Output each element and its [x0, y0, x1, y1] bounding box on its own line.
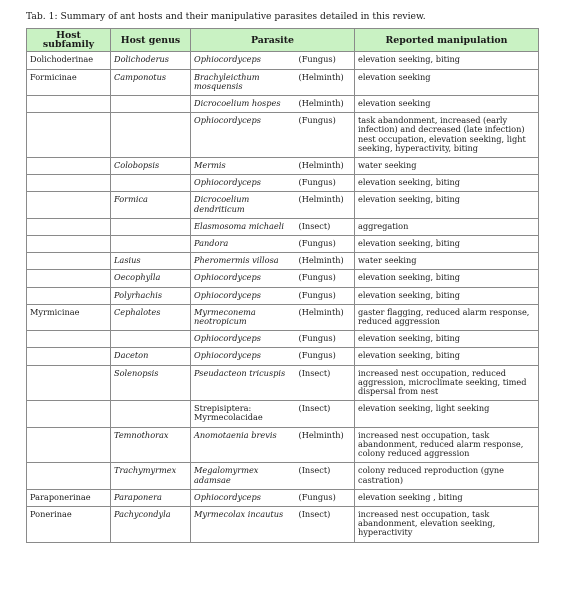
host-subfamily-cell: [27, 287, 111, 304]
parasite-type-cell: (Fungus): [297, 331, 355, 348]
parasite-name-cell: Pandora: [191, 236, 297, 253]
manipulation-cell: elevation seeking, biting: [355, 175, 539, 192]
parasite-name-cell: Brachyleicthum mosquensis: [191, 69, 297, 95]
table-row: [27, 270, 539, 287]
host-genus-cell: Colobopsis: [111, 158, 191, 175]
manipulation-cell: elevation seeking: [355, 96, 539, 113]
table-row: [27, 427, 539, 463]
parasite-type-cell: (Helminth): [297, 192, 355, 218]
host-subfamily-cell: Paraponerinae: [27, 489, 111, 506]
host-genus-cell: [111, 175, 191, 192]
table-row: [27, 331, 539, 348]
host-subfamily-cell: Dolichoderinae: [27, 52, 111, 69]
header-row: [27, 29, 539, 52]
host-subfamily-cell: [27, 175, 111, 192]
parasite-type-cell: (Fungus): [297, 348, 355, 365]
parasite-type-cell: (Fungus): [297, 52, 355, 69]
manipulation-cell: aggregation: [355, 218, 539, 235]
table-row: [27, 96, 539, 113]
host-genus-cell: [111, 236, 191, 253]
host-genus-cell: [111, 401, 191, 427]
parasite-name-cell: Pseudacteon tricuspis: [191, 365, 297, 401]
parasite-name-cell: Ophiocordyceps: [191, 270, 297, 287]
host-genus-cell: Temnothorax: [111, 427, 191, 463]
manipulation-cell: colony reduced reproduction (gyne castration): [355, 463, 539, 489]
host-subfamily-cell: Ponerinae: [27, 506, 111, 542]
parasite-type-cell: (Fungus): [297, 236, 355, 253]
table-row: [27, 113, 539, 158]
host-genus-cell: Cephalotes: [111, 304, 191, 330]
host-genus-cell: [111, 113, 191, 158]
parasite-name-cell: Ophiocordyceps: [191, 52, 297, 69]
parasite-type-cell: (Insect): [297, 365, 355, 401]
table-row: [27, 506, 539, 542]
ant-parasite-table: [26, 28, 539, 543]
table-body: [27, 52, 539, 542]
parasite-type-cell: (Helminth): [297, 253, 355, 270]
parasite-name-cell: Myrmecolax incautus: [191, 506, 297, 542]
manipulation-cell: elevation seeking, biting: [355, 236, 539, 253]
table-row: [27, 158, 539, 175]
manipulation-cell: elevation seeking, biting: [355, 52, 539, 69]
parasite-type-cell: (Insect): [297, 401, 355, 427]
parasite-type-cell: (Helminth): [297, 96, 355, 113]
parasite-type-cell: (Helminth): [297, 69, 355, 95]
host-subfamily-cell: [27, 253, 111, 270]
host-genus-cell: Formica: [111, 192, 191, 218]
manipulation-cell: increased nest occupation, reduced aggression, microclimate seeking, timed dispersal from nest: [355, 365, 539, 401]
header-parasite: Parasite: [191, 29, 355, 52]
host-genus-cell: [111, 96, 191, 113]
manipulation-cell: elevation seeking, biting: [355, 348, 539, 365]
parasite-type-cell: (Helminth): [297, 304, 355, 330]
parasite-type-cell: (Fungus): [297, 270, 355, 287]
table-row: [27, 52, 539, 69]
host-subfamily-cell: Formicinae: [27, 69, 111, 95]
parasite-name-cell: Pheromermis villosa: [191, 253, 297, 270]
manipulation-cell: increased nest occupation, task abandonment, reduced alarm response, colony reduced aggression: [355, 427, 539, 463]
manipulation-cell: elevation seeking, biting: [355, 287, 539, 304]
parasite-name-cell: Ophiocordyceps: [191, 331, 297, 348]
table-row: [27, 401, 539, 427]
parasite-name-cell: Elasmosoma michaeli: [191, 218, 297, 235]
parasite-type-cell: (Insect): [297, 506, 355, 542]
host-genus-cell: Camponotus: [111, 69, 191, 95]
table-row: [27, 218, 539, 235]
parasite-name-cell: Ophiocordyceps: [191, 489, 297, 506]
parasite-type-cell: (Fungus): [297, 113, 355, 158]
table-row: [27, 236, 539, 253]
table-row: [27, 348, 539, 365]
host-genus-cell: Paraponera: [111, 489, 191, 506]
parasite-name-cell: Ophiocordyceps: [191, 287, 297, 304]
host-subfamily-cell: [27, 365, 111, 401]
manipulation-cell: task abandonment, increased (early infection) and decreased (late infection) nest occupation, elevation seeking, light seeking, hyperactivity, biting: [355, 113, 539, 158]
parasite-type-cell: (Insect): [297, 218, 355, 235]
table-row: [27, 69, 539, 95]
manipulation-cell: elevation seeking, biting: [355, 331, 539, 348]
table-row: [27, 287, 539, 304]
manipulation-cell: elevation seeking, biting: [355, 192, 539, 218]
manipulation-cell: water seeking: [355, 253, 539, 270]
parasite-type-cell: (Fungus): [297, 489, 355, 506]
table-row: [27, 365, 539, 401]
host-genus-cell: Dolichoderus: [111, 52, 191, 69]
host-subfamily-cell: [27, 348, 111, 365]
manipulation-cell: elevation seeking, light seeking: [355, 401, 539, 427]
table-caption: Tab. 1: Summary of ant hosts and their manipulative parasites detailed in this review.: [26, 11, 426, 22]
parasite-name-cell: Myrmeconema neotropicum: [191, 304, 297, 330]
manipulation-cell: elevation seeking, biting: [355, 270, 539, 287]
header-reported-manipulation: Reported manipulation: [355, 29, 539, 52]
parasite-name-cell: Strepisiptera: Myrmecolacidae: [191, 401, 297, 427]
table-row: [27, 175, 539, 192]
table-row: [27, 253, 539, 270]
manipulation-cell: gaster flagging, reduced alarm response, reduced aggression: [355, 304, 539, 330]
host-genus-cell: Daceton: [111, 348, 191, 365]
parasite-name-cell: Ophiocordyceps: [191, 348, 297, 365]
host-genus-cell: Pachycondyla: [111, 506, 191, 542]
host-subfamily-cell: Myrmicinae: [27, 304, 111, 330]
host-genus-cell: Lasius: [111, 253, 191, 270]
host-subfamily-cell: [27, 192, 111, 218]
host-subfamily-cell: [27, 158, 111, 175]
host-subfamily-cell: [27, 331, 111, 348]
parasite-type-cell: (Fungus): [297, 287, 355, 304]
header-host-genus: Host genus: [111, 29, 191, 52]
parasite-type-cell: (Helminth): [297, 427, 355, 463]
parasite-type-cell: (Helminth): [297, 158, 355, 175]
host-subfamily-cell: [27, 401, 111, 427]
manipulation-cell: water seeking: [355, 158, 539, 175]
host-subfamily-cell: [27, 96, 111, 113]
host-subfamily-cell: [27, 270, 111, 287]
manipulation-cell: elevation seeking: [355, 69, 539, 95]
manipulation-cell: elevation seeking , biting: [355, 489, 539, 506]
parasite-name-cell: Dicrocoelium dendriticum: [191, 192, 297, 218]
host-genus-cell: [111, 218, 191, 235]
table-row: [27, 463, 539, 489]
host-subfamily-cell: [27, 236, 111, 253]
host-subfamily-cell: [27, 113, 111, 158]
host-genus-cell: Polyrhachis: [111, 287, 191, 304]
parasite-name-cell: Megalomyrmex adamsae: [191, 463, 297, 489]
parasite-name-cell: Mermis: [191, 158, 297, 175]
table-row: [27, 304, 539, 330]
parasite-name-cell: Ophiocordyceps: [191, 175, 297, 192]
header-host-subfamily: Host subfamily: [27, 29, 111, 52]
table-row: [27, 192, 539, 218]
host-subfamily-cell: [27, 427, 111, 463]
manipulation-cell: increased nest occupation, task abandonment, elevation seeking, hyperactivity: [355, 506, 539, 542]
table-row: [27, 489, 539, 506]
parasite-type-cell: (Fungus): [297, 175, 355, 192]
parasite-name-cell: Dicrocoelium hospes: [191, 96, 297, 113]
host-genus-cell: Oecophylla: [111, 270, 191, 287]
parasite-name-cell: Ophiocordyceps: [191, 113, 297, 158]
host-genus-cell: Solenopsis: [111, 365, 191, 401]
parasite-name-cell: Anomotaenia brevis: [191, 427, 297, 463]
host-subfamily-cell: [27, 218, 111, 235]
host-genus-cell: [111, 331, 191, 348]
parasite-type-cell: (Insect): [297, 463, 355, 489]
host-genus-cell: Trachymyrmex: [111, 463, 191, 489]
host-subfamily-cell: [27, 463, 111, 489]
